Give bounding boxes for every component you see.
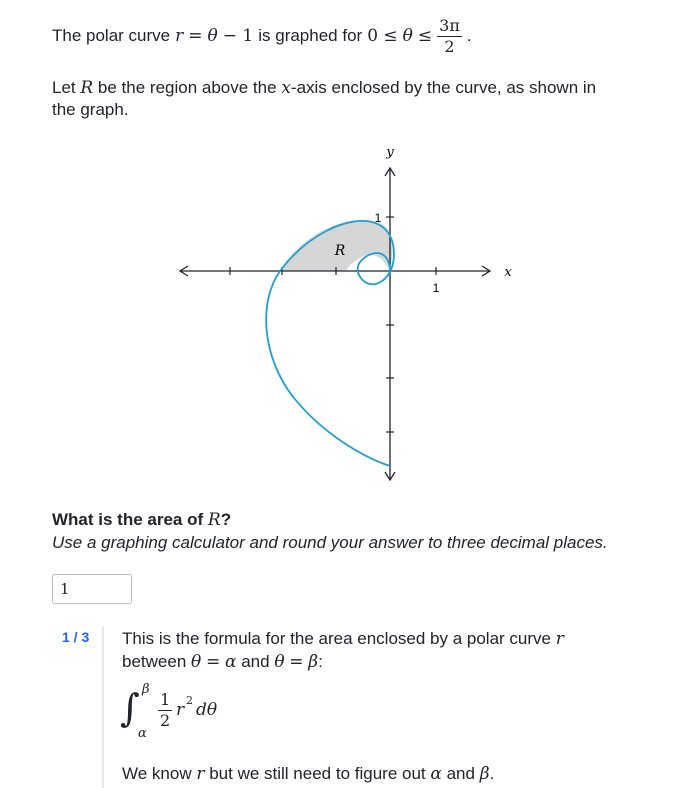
instruction-text: Use a graphing calculator and round your answer to three decimal places. <box>52 533 608 552</box>
x-axis-label: x <box>504 265 512 280</box>
question-line-2: Let R be the region above the x-axis enclosed by the curve, as shown in <box>52 78 597 98</box>
hint-line-2: between θ = α and θ = β: <box>122 652 323 672</box>
polar-graph <box>172 140 532 495</box>
integral-upper-limit: β <box>142 682 150 697</box>
integrand-exponent: 2 <box>186 694 193 707</box>
hint-footer: We know r but we still need to figure out α and β. <box>122 764 495 784</box>
y-tick-label-1: 1 <box>374 211 382 225</box>
hint-divider <box>102 626 104 788</box>
y-axis-label: y <box>386 145 394 160</box>
question-line-3: the graph. <box>52 100 129 119</box>
integral-lower-limit: α <box>138 726 147 741</box>
integral-sign: ∫ <box>120 686 140 730</box>
region-label: R <box>334 243 346 259</box>
integrand-r: r <box>176 700 185 720</box>
differential: dθ <box>196 700 218 720</box>
area-formula <box>120 682 260 746</box>
hint-counter: 1 / 3 <box>62 629 90 645</box>
x-tick-label-1: 1 <box>432 281 440 295</box>
half-fraction: $\frac{1}{2}$ <box>160 690 171 730</box>
area-question: What is the area of R? <box>52 510 232 530</box>
answer-input[interactable] <box>52 574 132 604</box>
domain-fraction: $\frac{3\pi}{2}$ <box>439 15 460 56</box>
hint-line-1: This is the formula for the area enclosed by a polar curve r <box>122 629 564 649</box>
question-line-1: The polar curve r = θ − 1 is graphed for 0 ≤ θ ≤ $\frac{3\pi}{2}$ . <box>52 15 472 56</box>
